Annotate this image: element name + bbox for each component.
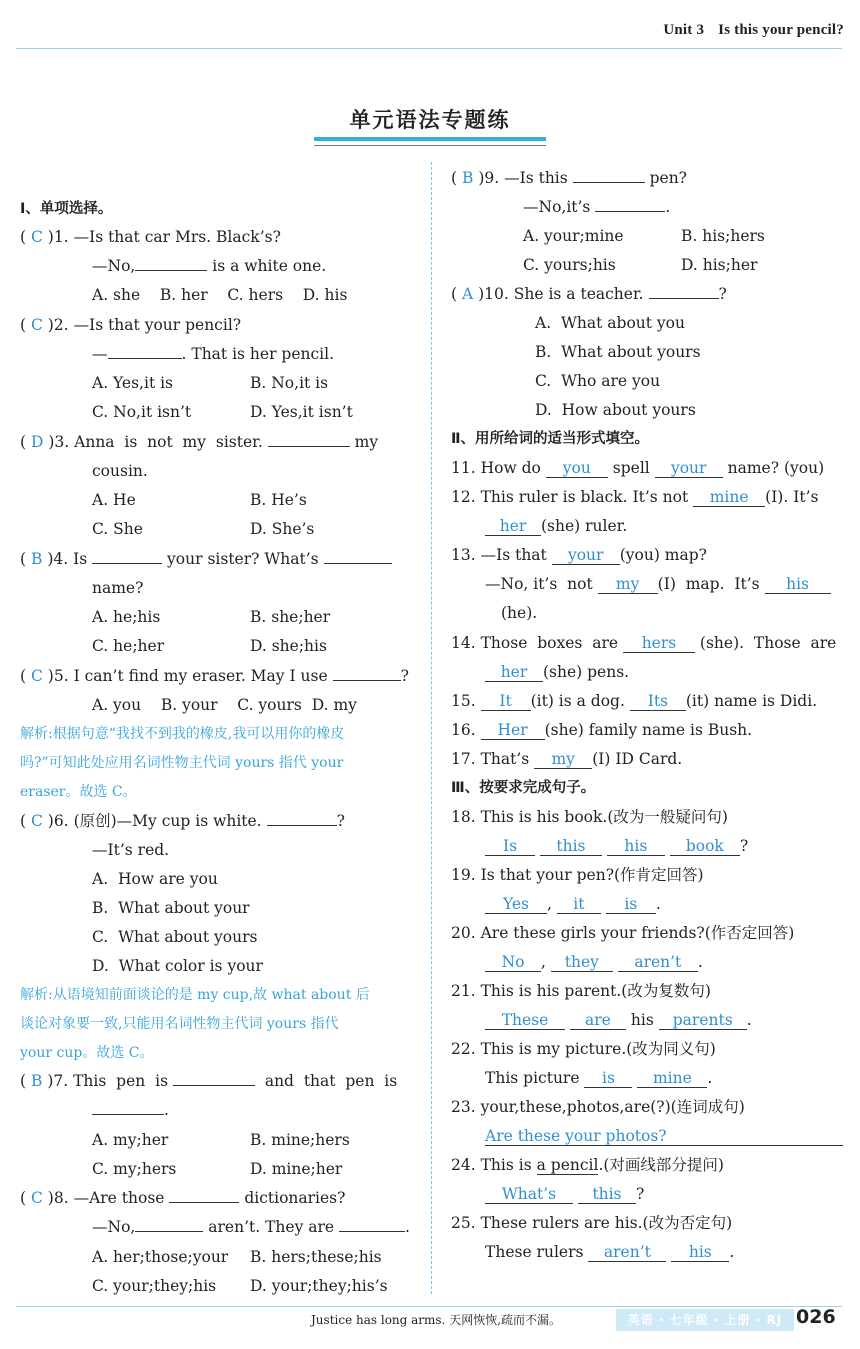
answer-blank: hers [623,635,695,653]
answer-blank: you [546,460,608,478]
blank [135,1231,203,1232]
q8-number: )8. [47,1189,69,1207]
question-4: ( B )4. Is your sister? What’s [20,549,392,569]
blank [92,563,162,564]
q7-option-d: D. mine;her [250,1160,343,1178]
q8-option-d: D. your;they;his’s [250,1277,388,1295]
unit-title: Is this your pencil? [718,22,844,38]
q2-number: )2. [47,316,69,334]
q4-stem2: your sister? What’s [167,550,319,568]
c21-answer [485,1010,752,1030]
q8-text: —No, [92,1218,136,1236]
fill-16 [451,720,752,740]
c21-prompt: This is his parent.(改为复数句) [480,982,711,1000]
c19-prompt: Is that your pen?(作肯定回答) [480,866,704,884]
question-8: ( C )8. —Are those dictionaries? [20,1189,346,1207]
f17-text2: (I) ID Card. [592,750,683,768]
q5-options: A. you B. your C. yours D. my [92,696,357,714]
complete-22 [451,1039,716,1059]
footer-rule [16,1306,842,1307]
q1-number: )1. [47,228,69,246]
f12-number: 12. [451,488,476,506]
blank [339,1231,405,1232]
answer-blank: It [481,693,531,711]
answer-blank: it [557,896,601,914]
q6-number: )6. [47,812,69,830]
q8-stem: —Are those [73,1189,165,1207]
f17-text: That’s [480,750,530,768]
c22-text: This picture [485,1069,580,1087]
question-2: ( C )2. —Is that your pencil? [20,316,242,334]
c24-instruction: .(对画线部分提问) [598,1156,724,1174]
answer-blank: mine [693,489,765,507]
q8-option-a: A. her;those;your [92,1248,229,1266]
c18-number: 18. [451,808,476,826]
q6-stem2: ? [336,812,345,830]
q2-option-a: A. Yes,it is [92,374,174,392]
question-5: ( C )5. I can’t find my eraser. May I use ? [20,667,409,685]
f13-number: 13. [451,546,476,564]
answer-blank: book [670,838,740,856]
answer-blank: your [552,547,620,565]
q4-option-a: A. he;his [92,608,161,626]
q10-stem2: ? [718,285,727,303]
section-2-heading: Ⅱ、用所给词的适当形式填空。 [451,431,650,447]
complete-20 [451,923,794,943]
q10-option-b: B. What about yours [535,343,701,361]
q7-line2 [92,1100,169,1120]
blank [268,446,350,447]
c20-punct: . [697,953,703,971]
f13-text4: (I) map. It’s [657,575,760,593]
c18-answer [485,836,748,856]
answer-blank: are [570,1012,626,1030]
answer-blank: No [485,954,541,972]
c21-punct: . [746,1011,752,1029]
q2-line2 [92,344,334,364]
fill-17 [451,749,682,769]
q5-stem: I can’t find my eraser. May I use [73,667,328,685]
blank [173,1085,255,1086]
c24-punct: ? [635,1185,645,1203]
q3-option-d: D. She’s [250,520,315,538]
f13-text2: (you) map? [619,546,707,564]
q2-stem: —Is that your pencil? [73,316,242,334]
q4-option-d: D. she;his [250,637,327,655]
q2-option-b: B. No,it is [250,374,329,392]
q7-stem2: and that pen is [264,1072,398,1090]
answer-blank: her [485,664,543,682]
q3-number: )3. [48,433,70,451]
page-number: 026 [796,1306,836,1328]
q5-explanation-2: 吗?”可知此处应用名词性物主代词 yours 指代 your [20,755,344,771]
f13-text3: —No, it’s not [485,575,593,593]
q4-option-c: C. he;her [92,637,165,655]
complete-25 [451,1213,732,1233]
q2-text2: . That is her pencil. [181,345,335,363]
answer-5: C [30,667,43,685]
q10-option-a: A. What about you [535,314,685,332]
q7-option-a: A. my;her [92,1131,169,1149]
q3-option-b: B. He’s [250,491,307,509]
answer-blank: they [551,954,613,972]
c24-text: This is [480,1156,532,1174]
q3-stem2: my [354,433,379,451]
q9-option-d: D. his;her [681,256,758,274]
q1-text2: is a white one. [212,257,327,275]
q8-period: . [405,1218,410,1236]
question-9: ( B )9. —Is this pen? [451,169,687,187]
q5-explanation-3: eraser。故选 C。 [20,784,137,800]
answer-blank: this [540,838,602,856]
q7-option-b: B. mine;hers [250,1131,350,1149]
q1-line2 [92,256,326,276]
c20-number: 20. [451,924,476,942]
blank [135,270,207,271]
c20-prompt: Are these girls your friends?(作否定回答) [480,924,795,942]
q10-option-d: D. How about yours [535,401,696,419]
f13-text: —Is that [480,546,547,564]
q2-text: — [92,345,108,363]
c18-punct: ? [739,837,749,855]
footer-motto: Justice has long arms. 天网恢恢,疏而不漏。 [311,1313,562,1327]
c23-number: 23. [451,1098,476,1116]
q9-stem: —Is this [504,169,568,187]
answer-4: B [30,550,43,568]
blank [92,1114,164,1115]
f11-text2: spell [612,459,650,477]
c25-punct: . [729,1243,735,1261]
q1-stem: —Is that car Mrs. Black’s? [73,228,281,246]
q6-option-d: D. What color is your [92,957,263,975]
answer-1: C [30,228,43,246]
q10-stem: She is a teacher. [513,285,644,303]
c25-number: 25. [451,1214,476,1232]
answer-blank: her [485,518,541,536]
f11-text3: name? (you) [727,459,825,477]
q4-number: )4. [47,550,69,568]
question-1: ( C )1. —Is that car Mrs. Black’s? [20,228,281,246]
q9-stem2: pen? [649,169,687,187]
page-title: 单元语法专题练 [349,108,511,132]
c22-prompt: This is my picture.(改为同义句) [480,1040,716,1058]
q10-option-c: C. Who are you [535,372,661,390]
fill-12-line2 [485,516,627,536]
c25-text: These rulers [485,1243,584,1261]
answer-blank: Her [481,722,545,740]
fill-15 [451,691,817,711]
q9-option-a: A. your;mine [523,227,624,245]
blank [649,298,719,299]
q4-option-b: B. she;her [250,608,331,626]
c23-prompt: your,these,photos,are(?)(连词成句) [480,1098,745,1116]
q8-option-c: C. your;they;his [92,1277,217,1295]
q2-option-d: D. Yes,it isn’t [250,403,353,421]
f12-text3: (she) ruler. [541,517,628,535]
fill-13-line2 [485,574,831,594]
answer-10: A [461,285,474,303]
f15-text2: (it) name is Didi. [685,692,818,710]
answer-blank: Its [630,693,686,711]
section-1-heading: Ⅰ、单项选择。 [20,201,113,217]
q6-explanation-1: 解析:从语境知前面谈论的是 my cup,故 what about 后 [20,987,370,1003]
q7-stem: This pen is [73,1072,169,1090]
question-3: ( D )3. Anna is not my sister. my [20,433,379,451]
f12-text2: (I). It’s [765,488,819,506]
answer-blank: his [671,1244,729,1262]
f14-text: Those boxes are [480,634,619,652]
c25-answer [485,1242,734,1262]
q1-options: A. she B. her C. hers D. his [92,286,348,304]
c22-punct: . [707,1069,713,1087]
q9-option-c: C. yours;his [523,256,616,274]
answer-blank: aren’t [618,954,698,972]
answer-blank: Is [485,838,535,856]
answer-7: B [30,1072,43,1090]
answer-3: D [30,433,44,451]
fill-14-line2 [485,662,629,682]
q9-number: )9. [478,169,500,187]
unit-label: Unit 3 [663,22,705,38]
q6-option-b: B. What about your [92,899,250,917]
answer-blank: his [765,576,831,594]
answer-6: C [30,812,43,830]
c24-answer [485,1184,644,1204]
c19-answer [485,894,661,914]
answer-blank: your [655,460,723,478]
q6-option-c: C. What about yours [92,928,258,946]
blank [324,563,392,564]
answer-blank: parents [659,1012,747,1030]
header-rule [16,48,842,49]
c25-prompt: These rulers are his.(改为否定句) [480,1214,733,1232]
fill-12 [451,487,818,507]
book-badge: 英语 · 七年级 · 上册 · RJ [616,1309,794,1331]
q6-explanation-3: your cup。故选 C。 [20,1045,154,1061]
q5-stem2: ? [400,667,409,685]
f15-number: 15. [451,692,476,710]
f14-number: 14. [451,634,476,652]
answer-blank: this [578,1186,636,1204]
q5-explanation-1: 解析:根据句意“我找不到我的橡皮,我可以用你的橡皮 [20,726,345,742]
f14-text2: (she). Those are [699,634,837,652]
q9-option-b: B. his;hers [681,227,765,245]
q6-stem: (原创)—My cup is white. [73,812,262,830]
q9-period: . [665,198,671,216]
c19-comma: , [547,895,552,913]
c24-underlined-part: a pencil [536,1156,599,1174]
q4-line2: name? [92,579,144,597]
q3-line2: cousin. [92,462,148,480]
fill-13 [451,545,707,565]
answer-blank: Are these your photos? [485,1128,843,1146]
question-10: ( A )10. She is a teacher. ? [451,285,727,303]
answer-blank: is [606,896,656,914]
blank [573,182,645,183]
complete-23 [451,1097,745,1117]
complete-18 [451,807,728,827]
q9-line2 [523,197,670,217]
blank [595,211,665,212]
blank [267,825,337,826]
q8-line2 [92,1217,410,1237]
f17-number: 17. [451,750,476,768]
answer-blank: aren’t [588,1244,666,1262]
f14-text3: (she) pens. [543,663,630,681]
question-7: ( B )7. This pen is and that pen is [20,1072,398,1090]
answer-2: C [30,316,43,334]
q7-option-c: C. my;hers [92,1160,177,1178]
c19-number: 19. [451,866,476,884]
blank [333,680,401,681]
q8-stem2: dictionaries? [244,1189,346,1207]
answer-blank: his [607,838,665,856]
f11-text: How do [480,459,541,477]
title-accent-bar [314,137,546,141]
c19-punct: . [655,895,661,913]
q8-text2: aren’t. They are [208,1218,335,1236]
q6-option-a: A. How are you [92,870,218,888]
blank [169,1202,239,1203]
q10-number: )10. [478,285,509,303]
answer-blank: is [584,1070,632,1088]
running-header [663,22,844,39]
q2-option-c: C. No,it isn’t [92,403,192,421]
c22-answer [485,1068,712,1088]
answer-8: C [30,1189,43,1207]
c24-number: 24. [451,1156,476,1174]
q7-number: )7. [47,1072,69,1090]
q7-period: . [164,1101,169,1119]
f16-text: (she) family name is Bush. [544,721,753,739]
c20-comma: , [541,953,546,971]
q4-stem: Is [73,550,88,568]
answer-blank: Yes [485,896,547,914]
q8-option-b: B. hers;these;his [250,1248,382,1266]
f15-text: (it) is a dog. [530,692,625,710]
fill-13-line3: (he). [501,604,538,622]
q3-stem: Anna is not my sister. [74,433,263,451]
complete-19 [451,865,704,885]
c23-answer [485,1126,843,1146]
section-3-heading: Ⅲ、按要求完成句子。 [451,780,596,796]
answer-9: B [461,169,474,187]
fill-14 [451,633,836,653]
q6-line2: —It’s red. [92,841,170,859]
c21-text: his [630,1011,654,1029]
question-6: ( C )6. (原创)—My cup is white. ? [20,812,345,830]
f16-number: 16. [451,721,476,739]
answer-blank: These [485,1012,565,1030]
title-underline [314,145,546,146]
c21-number: 21. [451,982,476,1000]
c20-answer [485,952,703,972]
c22-number: 22. [451,1040,476,1058]
q1-text: —No, [92,257,136,275]
q5-number: )5. [47,667,69,685]
complete-21 [451,981,711,1001]
q6-explanation-2: 谈论对象要一致,只能用名词性物主代词 yours 指代 [20,1016,339,1032]
answer-blank: mine [637,1070,707,1088]
f12-text: This ruler is black. It’s not [480,488,689,506]
blank [108,358,182,359]
answer-blank: What’s [485,1186,573,1204]
column-divider [431,162,432,1294]
q3-option-c: C. She [92,520,143,538]
fill-11 [451,458,824,478]
answer-blank: my [534,751,592,769]
f11-number: 11. [451,459,476,477]
complete-24 [451,1155,724,1175]
q3-option-a: A. He [92,491,136,509]
q9-text: —No,it’s [523,198,591,216]
c18-prompt: This is his book.(改为一般疑问句) [480,808,728,826]
answer-blank: my [598,576,658,594]
